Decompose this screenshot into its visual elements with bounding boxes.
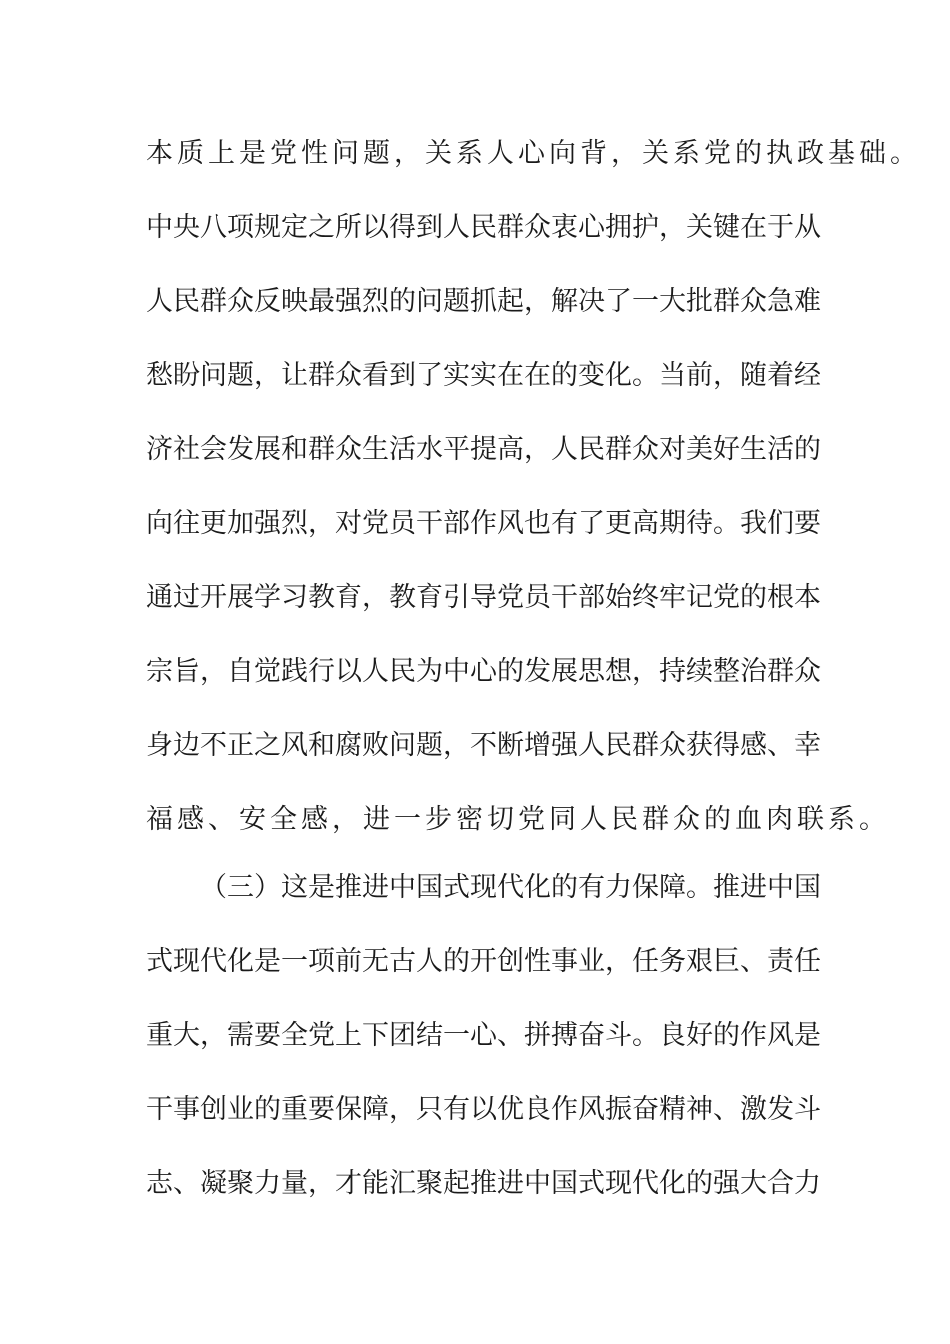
paragraph-line: 身边不正之风和腐败问题，不断增强人民群众获得感、幸 <box>146 730 821 761</box>
section-heading-line: （三）这是推进中国式现代化的有力保障。推进中国 <box>200 872 821 903</box>
paragraph-line: 愁盼问题，让群众看到了实实在在的变化。当前，随着经 <box>146 360 821 391</box>
paragraph-line: 福感、安全感，进一步密切党同人民群众的血肉联系。 <box>146 804 890 835</box>
paragraph-line: 向往更加强烈，对党员干部作风也有了更高期待。我们要 <box>146 508 821 539</box>
paragraph-line: 志、凝聚力量，才能汇聚起推进中国式现代化的强大合力 <box>146 1168 821 1199</box>
paragraph-line: 中央八项规定之所以得到人民群众衷心拥护，关键在于从 <box>146 212 821 243</box>
paragraph-line: 干事创业的重要保障，只有以优良作风振奋精神、激发斗 <box>146 1094 821 1125</box>
paragraph-line: 通过开展学习教育，教育引导党员干部始终牢记党的根本 <box>146 582 821 613</box>
paragraph-line: 宗旨，自觉践行以人民为中心的发展思想，持续整治群众 <box>146 656 821 687</box>
paragraph-line: 本质上是党性问题，关系人心向背，关系党的执政基础。 <box>146 138 921 169</box>
paragraph-line: 式现代化是一项前无古人的开创性事业，任务艰巨、责任 <box>146 946 821 977</box>
paragraph-line: 重大，需要全党上下团结一心、拼搏奋斗。良好的作风是 <box>146 1020 821 1051</box>
paragraph-line: 人民群众反映最强烈的问题抓起，解决了一大批群众急难 <box>146 286 821 317</box>
paragraph-line: 济社会发展和群众生活水平提高，人民群众对美好生活的 <box>146 434 821 465</box>
